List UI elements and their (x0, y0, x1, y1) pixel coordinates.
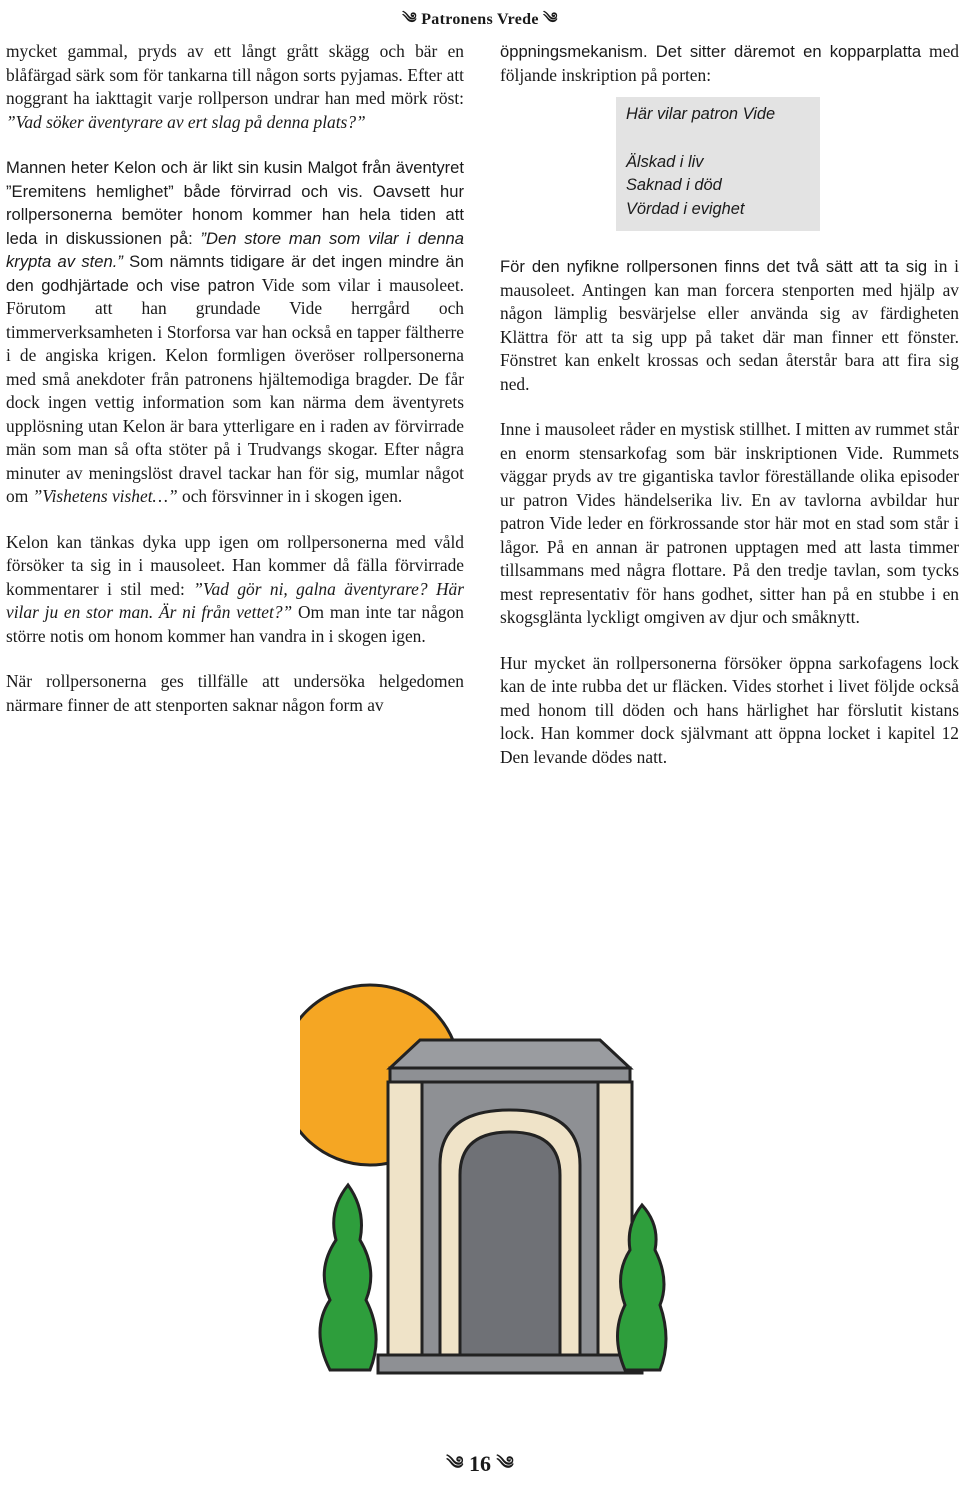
quote: ”Vad gör ni, galna äventyrare? Här vilar ju en stor man. Är ni från vettet?” (6, 578, 464, 622)
inscription-line: Älskad i liv (626, 152, 704, 171)
page-number: 16 (469, 1451, 491, 1476)
tree-left-icon (320, 1185, 376, 1370)
paragraph (500, 40, 959, 87)
text: Om man inte tar någon större notis om honom kommer han vandra in i skogen igen. (6, 602, 465, 646)
text: och försvinner in i skogen igen. (177, 486, 403, 506)
right-column (500, 40, 959, 769)
text: Som nämnts tidigare är det ingen mindre än den godhjärtade och vise patron (6, 252, 464, 295)
roof-top (390, 1040, 630, 1068)
text: öppningsmekanism. Det sitter däremot en kopparplatta (500, 42, 922, 61)
paragraph (6, 156, 464, 509)
quote: ”Den store man som vilar i denna krypta av sten.” (6, 228, 465, 271)
pillar-left (388, 1082, 422, 1362)
page-header-title: Patronens Vrede (421, 11, 539, 28)
page-header (0, 2, 960, 30)
text: För den nyfikne rollpersonen finns det två sätt att ta sig (500, 257, 928, 276)
paragraph: Hur mycket än rollpersonerna försöker öppna sarkofagens lock kan de inte rubba det ur fläcken. Vides storhet i livet följde också med honom till döden och hans härlighet har förslutit kistans lock. Han kommer dock självmant att öppna locket i kapitel 12 Den levande dödes natt. (500, 652, 959, 767)
text: Vide som vilar i mausoleet. Förutom att han grundade Vide herrgård och timmerverksamheten i Storforsa var han också en tapper fältherre i de angiska krigen. Kelon formligen överöser rollpersonerna med små anekdoter från patronens hjältemodiga bragder. De får dock ingen vettig information som kan närma dem äventyrets upplösning utan Kelon är bara ytterligare en i raden av förvirrade män som man så ofta stöter på i Trudvangs skogar. Efter några minuter av meningslöst dravel tackar han för sig, mumlar något om (6, 274, 465, 506)
stone-door (460, 1132, 560, 1362)
page-footer (0, 1444, 960, 1476)
text: Mannen heter Kelon och är likt sin kusin Malgot från äventyret ”Eremitens hemlighet” både förvirrad och vis. Oavsett hur rollpersonerna bemöter honom kommer han hela tiden att leda in diskussionen på: (6, 158, 464, 248)
text: in i mausoleet. Antingen kan man forcera stenporten med hjälp av någon lämplig besvärjelse eller använda sig av färdigheten Klättra för att ta sig upp på taket där man finner ett fönster. Fönstret kan enkelt krossas och sedan återstår bara att fira sig ned. (500, 256, 959, 394)
ornament-right-icon: ༄ (496, 1453, 514, 1473)
text: med följande inskription på porten: (500, 41, 959, 85)
inscription-box (616, 97, 820, 231)
paragraph (6, 531, 464, 649)
paragraph (500, 255, 959, 396)
paragraph (6, 40, 464, 134)
mausoleum-base (378, 1355, 642, 1373)
quote: ”Vad söker äventyrare av ert slag på denna plats?” (6, 111, 366, 132)
left-column (6, 40, 464, 717)
roof (390, 1068, 630, 1082)
inscription-line: Här vilar patron Vide (626, 105, 776, 123)
text: Kelon kan tänkas dyka upp igen om rollpersonerna med våld försöker ta sig in i mausoleet. Han kommer då fälla förvirrade kommentarer i stil med: (6, 531, 464, 599)
paragraph: När rollpersonerna ges tillfälle att undersöka helgedomen närmare finner de att stenporten saknar någon form av (6, 671, 464, 715)
text: mycket gammal, pryds av ett långt grått skägg och bär en blåfärgad särk som för tankarna till någon sorts pyjamas. Efter att noggrant ha iakttagit varje rollperson undrar han med mörk röst: (6, 41, 464, 108)
inscription-line: Vördad i evighet (626, 199, 745, 218)
ornament-left-icon: ༄ (446, 1453, 464, 1473)
paragraph: Inne i mausoleet råder en mystisk stillhet. I mitten av rummet står en enorm stensarkofag som bär inskriptionen Vide. Rummets väggar pryds av tre gigantiska tavlor föreställande olika episoder ur patron Vides händelserika liv. En av tavlorna avbildar hur patron Vide leder en förkrossande stor här mot en stad som står i lågor. På en annan är patronen upptagen med att lasta timmer tillsammans med några flottare. På den tredje tavlan, som tycks mest representativ för hans godhet, sitter han på en stubbe i en skogsglänta lyckligt omgiven av djur och småknytt. (500, 419, 959, 627)
quote: ”Vishetens vishet…” (32, 486, 178, 506)
ornament-right-icon: ༄ (543, 11, 558, 27)
ornament-left-icon: ༄ (402, 11, 417, 27)
mausoleum-illustration (300, 950, 670, 1380)
inscription-line: Saknad i död (626, 176, 722, 194)
